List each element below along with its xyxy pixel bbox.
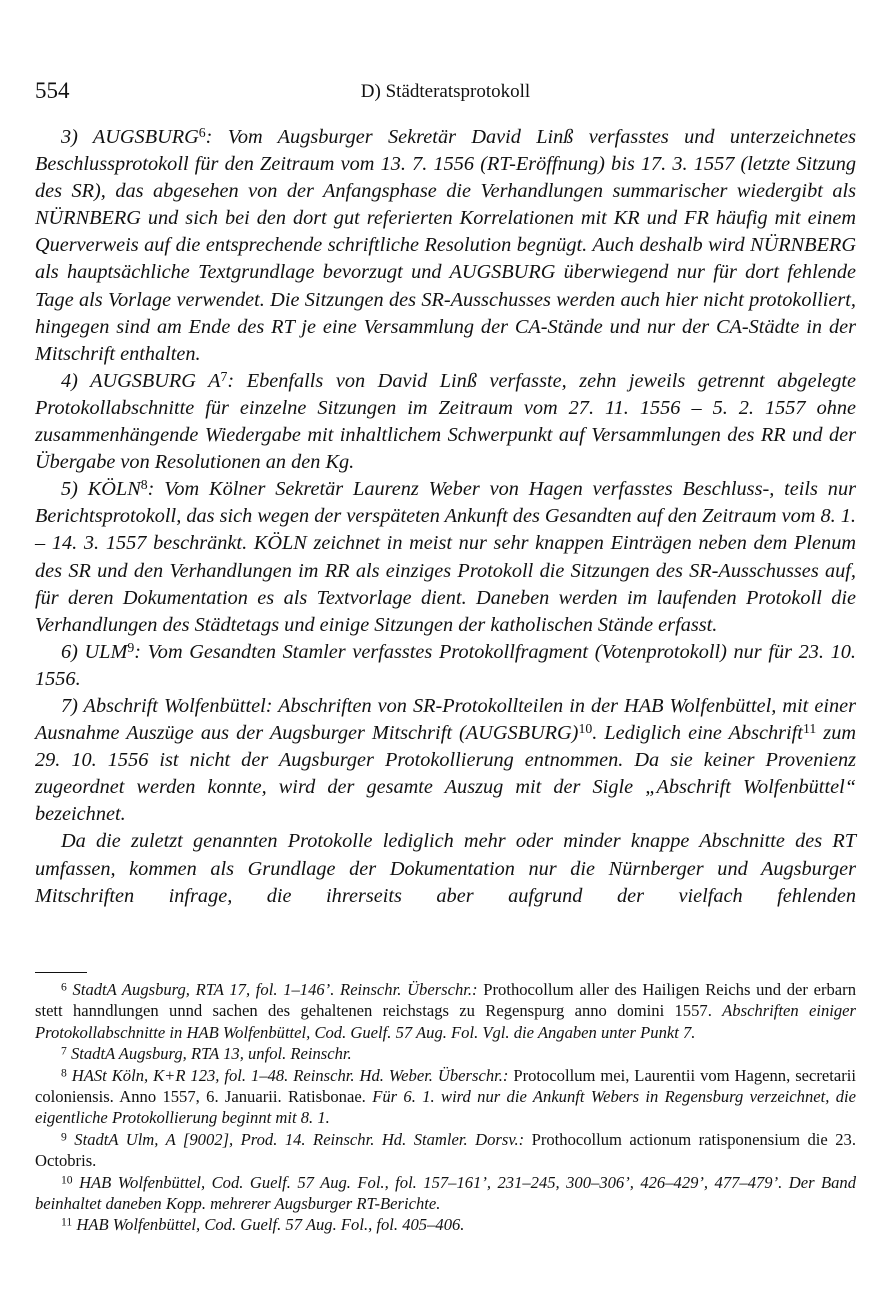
page-number: 554 [35,78,70,103]
footnote-number: 8 [61,1065,67,1079]
text: : Ebenfalls von David Linß verfasste, zehn jeweils getrennt abgelegte Protokollabschnitte für einzelne Sitzungen im Zeitraum vom 27. 11. 1556 – 5. 2. 1557 ohne zusammenhängende Wiedergabe mit inhaltlichem Schwerpunkt auf Versammlungen des RR und der Übergabe von Resolutionen an den Kg. [35,369,856,474]
main-text [35,124,856,910]
footnote-ref: 11 [802,720,817,736]
footnote-text: Protocollum mei, Laurentii vom Hagenn, secretarii coloniensis. Anno 1557, 6. Januarii. Ratisbonae. [35,1065,856,1107]
footnote-text: Für 6. 1. wird nur die Ankunft Webers in Regensburg verzeichnet, die eigentliche Protokollierung beginnt mit 8. 1. [35,1087,856,1128]
text: 5) KÖLN [61,478,141,501]
footnote-text: Abschriften einiger Protokollabschnitte in HAB Wolfenbüttel, Cod. Guelf. 57 Aug. Fol. Vgl. die Angaben unter Punkt 7. [35,1001,857,1042]
footnote-text: HAB Wolfenbüttel, Cod. Guelf. 57 Aug. Fol., fol. 405–406. [76,1215,465,1235]
footnotes [35,979,856,1236]
footnote-ref: 9 [127,639,135,655]
footnote-number: 6 [61,980,67,994]
footnote-text: HAB Wolfenbüttel, Cod. Guelf. 57 Aug. Fol., fol. 157–161’, 231–245, 300–306’, 426–429’, 477–479’. Der Band beinhaltet daneben Kopp. mehrerer Augsburger RT-Berichte. [35,1172,856,1214]
text: : Vom Kölner Sekretär Laurenz Weber von Hagen verfasstes Beschluss-, teils nur Berichtsprotokoll, das sich wegen der verspäteten Ankunft des Gesandten auf den Zeitraum vom 8. 1. – 14. 3. 1557 beschränkt. KÖLN zeichnet in meist nur sehr knappen Einträgen neben dem Plenum des SR und den Verhandlungen im RR als einziges Protokoll die Sitzungen des SR-Ausschusses auf, für deren Dokumentation es als Textvorlage dient. Daneben werden im laufenden Protokoll die Verhandlungen des Städtetags und einige Sitzungen der katholischen Stände erfasst. [35,478,856,636]
paragraph [35,639,856,693]
footnote [35,1172,856,1215]
paragraph [35,828,856,909]
footnote-text: Prothocollum aller des Hailigen Reichs und der erbarn stett hanndlungen unnd sachen des gehaltenen reichstags zu Regenspurg anno domini 1557. [35,980,856,1021]
footnote-number: 7 [61,1044,67,1058]
paragraph [35,476,856,639]
paragraph [35,368,856,476]
paragraph [35,124,856,368]
footnote-number: 11 [61,1215,73,1229]
footnote-text: StadtA Augsburg, RTA 13, unfol. Reinschr. [70,1044,352,1064]
footnote-text: StadtA Augsburg, RTA 17, fol. 1–146’. Reinschr. Überschr.: [72,980,478,999]
footnote-ref: 10 [578,720,593,736]
footnote-text: StadtA Ulm, A [9002], Prod. 14. Reinschr. Hd. Stamler. Dorsv.: [74,1129,525,1149]
footnote-ref: 6 [198,124,206,140]
text: 4) AUGSBURG A [61,369,221,392]
text: Da die zuletzt genannten Protokolle lediglich mehr oder minder knappe Abschnitte des RT umfassen, kommen als Grundlage der Dokumentation nur die Nürnberger und Augsburger Mitschriften infrage, die ihrerseits aber aufgrund der vielfach fehlenden [35,830,856,907]
footnote-ref: 8 [140,477,148,493]
footnote [35,1043,856,1064]
text: 7) Abschrift Wolfenbüttel: Abschriften von SR-Protokollteilen in der HAB Wolfenbüttel, mit einer Ausnahme Auszüge aus der Augsburger Mitschrift (AUGSBURG) [35,694,856,745]
footnote-separator [35,972,87,973]
text: zum 29. 10. 1556 ist nicht der Augsburger Protokollierung entnommen. Da sie keiner Provenienz zugeordnet werden konnte, wird der gesamte Auszug mit der Sigle „Abschrift Wolfenbüttel“ bezeichnet. [35,722,856,826]
text: : Vom Gesandten Stamler verfasstes Protokollfragment (Votenprotokoll) nur für 23. 10. 1556. [35,640,856,690]
footnote [35,1129,856,1172]
running-head: D) Städteratsprotokoll [360,81,531,102]
text: : Vom Augsburger Sekretär David Linß verfasstes und unterzeichnetes Beschlussprotokoll für den Zeitraum vom 13. 7. 1556 (RT-Eröffnung) bis 17. 3. 1557 (letzte Sitzung des SR), das abgesehen von der Anfangsphase die Verhandlungen summarischer wiedergibt als NÜRNBERG und sich bei den dort gut referierten Korrelationen mit KR und FR häufig mit einem Querverweis auf die entsprechende schriftliche Resolution begnügt. Auch deshalb wird NÜRNBERG als hauptsächliche Textgrundlage bevorzugt und AUGSBURG überwiegend nur für dort fehlende Tage als Vorlage verwendet. Die Sitzungen des SR-Ausschusses werden auch hier nicht protokolliert, hingegen sind am Ende des RT je eine Versammlung der CA-Stände und nur der CA-Städte in der Mitschrift enthalten. [35,126,856,365]
text: 6) ULM [61,640,128,663]
footnote [35,1214,856,1235]
footnote-number: 9 [61,1130,67,1144]
footnote [35,1065,856,1129]
footnote-text: HASt Köln, K+R 123, fol. 1–48. Reinschr. Hd. Weber. Überschr.: [71,1065,509,1085]
footnote-text: Prothocollum actionum ratisponensium die 23. Octobris. [35,1129,857,1171]
text: 3) AUGSBURG [61,126,199,148]
text: . Lediglich eine Abschrift [592,722,803,745]
footnote [35,979,856,1043]
footnote-ref: 7 [220,368,228,384]
page-header [35,78,856,108]
footnote-number: 10 [61,1173,73,1187]
paragraph [35,693,856,828]
